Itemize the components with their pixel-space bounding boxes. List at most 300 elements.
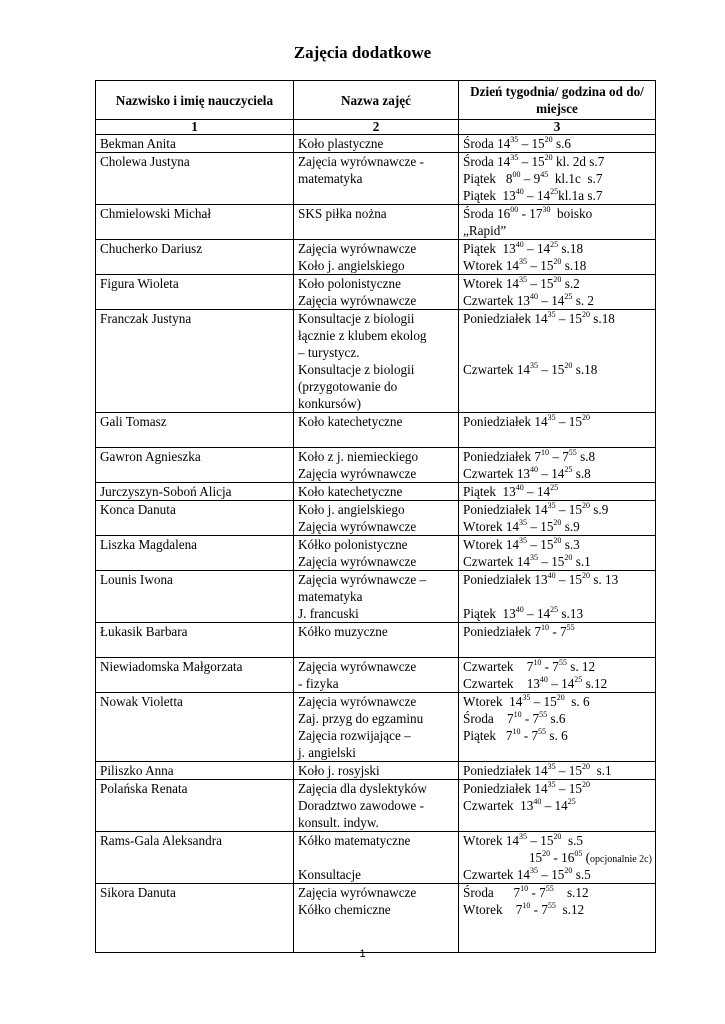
schedule-line [463,658,651,675]
time-minutes: 40 [515,187,524,196]
schedule-text: Piątek 13 [463,241,516,256]
time-minutes: 25 [550,483,559,492]
column-number: 2 [294,120,459,135]
schedule-line [463,536,651,553]
schedule-line [463,640,651,657]
time-minutes: 20 [581,571,590,580]
schedule-text: - 16 [550,850,575,865]
schedule-text: Poniedziałek 13 [463,572,548,587]
schedule-line [463,884,651,901]
class-name-line: Kółko polonistyczne [298,537,408,552]
schedule-text: s.18 [572,362,598,377]
time-minutes: 35 [522,693,531,702]
class-name-line: Koło j. rosyjski [298,763,380,778]
schedule-text: Poniedziałek 14 [463,502,548,517]
schedule-text: - 7 [528,885,546,900]
schedule-cell [459,832,656,884]
schedule-cell [459,501,656,536]
schedule-text: Czwartek 14 [463,554,531,569]
schedule-text: – 15 [555,414,582,429]
teacher-name-cell [96,310,294,413]
time-minutes: 20 [553,518,562,527]
time-minutes: 40 [547,571,556,580]
table-row [96,832,656,884]
schedule-line [463,240,651,257]
class-name-line: matematyka [298,171,363,186]
class-name-line [298,849,454,866]
schedule-text: – 15 [555,572,582,587]
schedule-line [463,901,651,918]
time-minutes: 40 [515,605,524,614]
teacher-name: Figura Wioleta [100,276,179,291]
class-name-line: Zajęcia wyrównawcze - [298,154,424,169]
class-name-cell [294,413,459,448]
time-minutes: 35 [547,413,556,422]
table-row [96,205,656,240]
teacher-name-cell [96,501,294,536]
schedule-text: – 14 [523,241,551,256]
schedule-line [463,710,651,727]
schedule-text: Poniedziałek 14 [463,763,548,778]
schedule-text: Środa 16 [463,206,511,221]
class-name-line: Koło katechetyczne [298,484,403,499]
header-day-time-place: Dzień tygodnia/ godzina od do/ miejsce [459,81,656,120]
time-minutes: 55 [547,901,556,910]
schedule-line [463,222,651,239]
time-minutes: 20 [581,501,590,510]
schedule-cell [459,571,656,623]
schedule-text: Czwartek 14 [463,362,531,377]
time-minutes: 10 [533,658,542,667]
class-name-line: Zaj. przyg do egzaminu [298,711,424,726]
class-name-line: konkursów) [298,396,362,411]
schedule-line [463,675,651,692]
class-name-line: Zajęcia wyrównawcze [298,293,417,308]
class-name-cell [294,693,459,762]
page-title: Zajęcia dodatkowe [293,43,432,62]
time-minutes: 35 [510,153,519,162]
column-number: 3 [459,120,656,135]
time-minutes: 35 [547,762,556,771]
schedule-text: – 15 [538,362,565,377]
schedule-line [463,623,651,640]
schedule-line [463,762,651,779]
teacher-name: Cholewa Justyna [100,154,190,169]
table-row [96,536,656,571]
schedule-text: s. 6 [564,694,590,709]
table-row [96,884,656,953]
schedule-text: kl. 2d s.7 [552,154,605,169]
time-minutes: 35 [510,135,519,144]
schedule-line [463,327,651,344]
time-minutes: 55 [558,658,567,667]
schedule-text: s.18 [558,241,584,256]
schedule-cell [459,884,656,953]
schedule-text: 15 [463,850,543,865]
schedule-text: kl.1c s.7 [548,171,603,186]
table-row [96,448,656,483]
schedule-line [463,483,651,500]
class-name-line: Koło j. angielskiego [298,502,405,517]
time-minutes: 20 [564,553,573,562]
class-name-line: Zajęcia wyrównawcze [298,519,417,534]
schedule-text: – 15 [555,763,582,778]
table-row [96,571,656,623]
schedule-cell [459,483,656,501]
schedule-text: – 14 [538,293,565,308]
table-body [96,135,656,953]
schedule-text: – 15 [530,694,557,709]
time-minutes: 10 [513,710,522,719]
teacher-name-cell [96,483,294,501]
schedule-text: - 7 [520,728,539,743]
teacher-name-cell [96,762,294,780]
class-name-line: Doradztwo zawodowe - [298,798,424,813]
time-minutes: 10 [520,884,529,893]
time-minutes: 20 [581,780,590,789]
time-minutes: 55 [568,448,577,457]
time-minutes: 35 [530,361,539,370]
schedule-line [463,395,651,412]
class-name-line: Kółko chemiczne [298,902,391,917]
class-name-cell [294,153,459,205]
class-name-cell [294,483,459,501]
teacher-name: Bekman Anita [100,136,176,151]
time-minutes: 25 [550,187,559,196]
class-name-line: Koło polonistyczne [298,276,401,291]
time-minutes: 25 [564,465,573,474]
header-class-name: Nazwa zajęć [294,81,459,120]
time-minutes: 35 [530,553,539,562]
schedule-text: - 17 [518,206,543,221]
schedule-text: Poniedziałek 7 [463,624,542,639]
column-number-row [96,120,656,135]
time-minutes: 55 [566,623,575,632]
schedule-cell [459,135,656,153]
schedule-text: s.5 [561,833,584,848]
teacher-name-cell [96,623,294,658]
schedule-cell [459,205,656,240]
class-name-line: J. francuski [298,606,359,621]
class-name-cell [294,240,459,275]
schedule-text: Poniedziałek 14 [463,781,548,796]
schedule-text: Wtorek 14 [463,258,520,273]
time-minutes: 35 [547,310,556,319]
teacher-name-cell [96,832,294,884]
schedule-text: – 14 [523,484,551,499]
time-minutes: 10 [522,901,531,910]
schedule-line [463,465,651,482]
teacher-name: Piliszko Anna [100,763,174,778]
class-name-line: łącznie z klubem ekolog [298,328,427,343]
time-minutes: 00 [512,170,521,179]
schedule-line [463,727,651,744]
schedule-text: - 7 [530,902,548,917]
time-minutes: 20 [544,135,553,144]
schedule-text: – 15 [555,502,582,517]
class-name-line: - fizyka [298,676,339,691]
schedule-line [463,918,651,935]
table-row [96,483,656,501]
schedule-line [463,135,651,152]
class-name-line: Kółko matematyczne [298,833,411,848]
class-name-line: Koło j. angielskiego [298,258,405,273]
schedule-text: s. 2 [572,293,595,308]
teacher-name-cell [96,780,294,832]
teacher-name: Sikora Danuta [100,885,176,900]
teacher-name: Nowak Violetta [100,694,183,709]
class-name-cell [294,310,459,413]
page-number: 1 [359,948,366,960]
schedule-line [463,310,651,327]
time-minutes: 45 [540,170,549,179]
schedule-text: – 15 [518,136,545,151]
teacher-name-cell [96,205,294,240]
teacher-name-cell [96,448,294,483]
teacher-name: Franczak Justyna [100,311,192,326]
schedule-text: s.8 [576,449,596,464]
class-name-cell [294,536,459,571]
schedule-cell [459,623,656,658]
schedule-text: – 15 [538,554,565,569]
class-name-cell [294,884,459,953]
schedule-line [463,571,651,588]
table-row [96,693,656,762]
time-minutes: 20 [542,849,551,858]
teacher-name: Gali Tomasz [100,414,167,429]
teacher-name: Gawron Agnieszka [100,449,201,464]
schedule-text: – 15 [527,258,554,273]
table-row [96,413,656,448]
schedule-text: - 7 [549,624,567,639]
time-minutes: 25 [550,240,559,249]
schedule-cell [459,693,656,762]
schedule-text: Piątek 7 [463,728,513,743]
schedule-line [463,257,651,274]
schedule-cell [459,780,656,832]
schedule-text: s.6 [547,711,566,726]
schedule-text: Wtorek 14 [463,833,520,848]
time-minutes: 20 [553,275,562,284]
schedule-cell [459,658,656,693]
time-minutes: 20 [544,153,553,162]
time-minutes: 35 [519,275,528,284]
schedule-text: opcjonalnie 2c) [590,854,652,865]
teacher-name-cell [96,536,294,571]
class-name-line: Zajęcia wyrównawcze [298,694,417,709]
schedule-text: – 14 [523,606,551,621]
schedule-line [463,430,651,447]
schedule-line [463,153,651,170]
schedule-text: – 15 [527,833,554,848]
schedule-line [463,780,651,797]
schedule-text: – 15 [555,311,582,326]
schedule-cell [459,536,656,571]
time-minutes: 20 [564,866,573,875]
schedule-text: Wtorek 14 [463,537,520,552]
schedule-line [463,413,651,430]
time-minutes: 40 [539,675,548,684]
table-row [96,780,656,832]
schedule-text: Wtorek 7 [463,902,523,917]
time-minutes: 10 [541,623,550,632]
schedule-line [463,605,651,622]
time-minutes: 20 [581,310,590,319]
schedule-cell [459,275,656,310]
schedule-line [463,275,651,292]
schedule-text: s.9 [561,519,580,534]
table-row [96,501,656,536]
class-name-line: Zajęcia rozwijające – [298,728,411,743]
teacher-name: Jurczyszyn-Soboń Alicja [100,484,232,499]
schedule-text: Czwartek 13 [463,293,531,308]
time-minutes: 20 [553,257,562,266]
time-minutes: 20 [556,693,565,702]
teacher-name: Polańska Renata [100,781,188,796]
schedule-line [463,361,651,378]
table-row [96,623,656,658]
schedule-line [463,849,651,866]
schedule-text: – 15 [538,867,565,882]
schedule-text: s.18 [561,258,587,273]
schedule-text: – 14 [547,676,575,691]
teacher-name: Chucherko Dariusz [100,241,203,256]
teacher-name-cell [96,135,294,153]
class-name-cell [294,780,459,832]
time-minutes: 35 [547,780,556,789]
schedule-text: s.12 [555,902,585,917]
time-minutes: 55 [545,884,554,893]
schedule-text: Czwartek 7 [463,659,534,674]
schedule-text: kl.1a s.7 [558,188,603,203]
schedule-text: – 15 [518,154,545,169]
schedule-line [463,448,651,465]
time-minutes: 40 [515,483,524,492]
class-name-line: (przygotowanie do [298,379,398,394]
schedule-text: – 15 [527,276,554,291]
time-minutes: 35 [530,866,539,875]
class-name-line: Konsultacje z biologii [298,311,415,326]
schedule-text: s.3 [561,537,580,552]
class-name-line: Koło z j. niemieckiego [298,449,419,464]
schedule-line [463,744,651,761]
time-minutes: 05 [574,849,583,858]
schedule-text: – 14 [541,798,568,813]
class-name-line: j. angielski [298,745,356,760]
time-minutes: 40 [533,797,542,806]
schedule-line [463,170,651,187]
schedule-text: s.9 [589,502,609,517]
schedule-text: Piątek 8 [463,171,513,186]
teacher-name-cell [96,884,294,953]
schedule-cell [459,240,656,275]
schedule-text: Czwartek 14 [463,867,531,882]
table-row [96,153,656,205]
class-name-line: Koło katechetyczne [298,414,403,429]
schedule-text: – 15 [555,781,582,796]
schedule-text: s.2 [561,276,580,291]
schedule-text: Piątek 13 [463,606,516,621]
schedule-line [463,588,651,605]
time-minutes: 10 [512,727,521,736]
teacher-name-cell [96,658,294,693]
class-name-line: Zajęcia wyrównawcze [298,554,417,569]
time-minutes: 20 [581,413,590,422]
class-name-cell [294,275,459,310]
schedule-line [463,205,651,222]
schedule-text: Środa 7 [463,711,514,726]
time-minutes: 25 [550,605,559,614]
schedule-text: – 14 [523,188,551,203]
class-name-cell [294,135,459,153]
schedule-text: Wtorek 14 [463,519,520,534]
time-minutes: 20 [553,832,562,841]
class-name-line: konsult. indyw. [298,815,379,830]
schedule-text: s. 6 [546,728,568,743]
schedule-line [463,832,651,849]
schedule-text: s.12 [553,885,589,900]
time-minutes: 35 [519,257,528,266]
class-name-line: Konsultacje z biologii [298,362,415,377]
time-minutes: 10 [541,448,550,457]
time-minutes: 35 [519,518,528,527]
class-name-cell [294,832,459,884]
table-row [96,658,656,693]
time-minutes: 20 [553,536,562,545]
class-name-cell [294,448,459,483]
class-name-line: Zajęcia wyrównawcze [298,241,417,256]
schedule-text: - 7 [521,711,540,726]
teacher-name: Chmielowski Michał [100,206,211,221]
teacher-name-cell [96,693,294,762]
teacher-name-cell [96,571,294,623]
time-minutes: 25 [564,292,573,301]
schedule-text: s.1 [572,554,591,569]
time-minutes: 20 [564,361,573,370]
time-minutes: 55 [539,710,548,719]
schedule-text: – 14 [538,466,565,481]
time-minutes: 40 [530,292,539,301]
class-name-line [298,640,454,657]
header-row [96,81,656,120]
schedule-line [463,187,651,204]
schedule-text: s.13 [558,606,584,621]
teacher-name: Łukasik Barbara [100,624,188,639]
time-minutes: 40 [515,240,524,249]
time-minutes: 25 [567,797,576,806]
schedule-text: Poniedziałek 14 [463,311,548,326]
table-row [96,135,656,153]
teacher-name: Rams-Gala Aleksandra [100,833,222,848]
schedule-text: „Rapid” [463,223,507,238]
schedule-text: s.5 [572,867,591,882]
class-name-line: Koło plastyczne [298,136,384,151]
table-row [96,310,656,413]
class-name-line: Zajęcia wyrównawcze [298,659,417,674]
schedule-text: s. 13 [589,572,619,587]
teacher-name: Lounis Iwona [100,572,173,587]
schedule-text: Środa 14 [463,136,511,151]
schedule-line [463,518,651,535]
schedule-text: s. 12 [566,659,596,674]
schedule-text: ( [582,850,591,865]
class-name-line: SKS piłka nożna [298,206,387,221]
schedule-text: Środa 7 [463,885,521,900]
schedule-line [463,797,651,814]
schedule-line [463,292,651,309]
schedule-text: Poniedziałek 7 [463,449,542,464]
schedule-text: Piątek 13 [463,484,516,499]
